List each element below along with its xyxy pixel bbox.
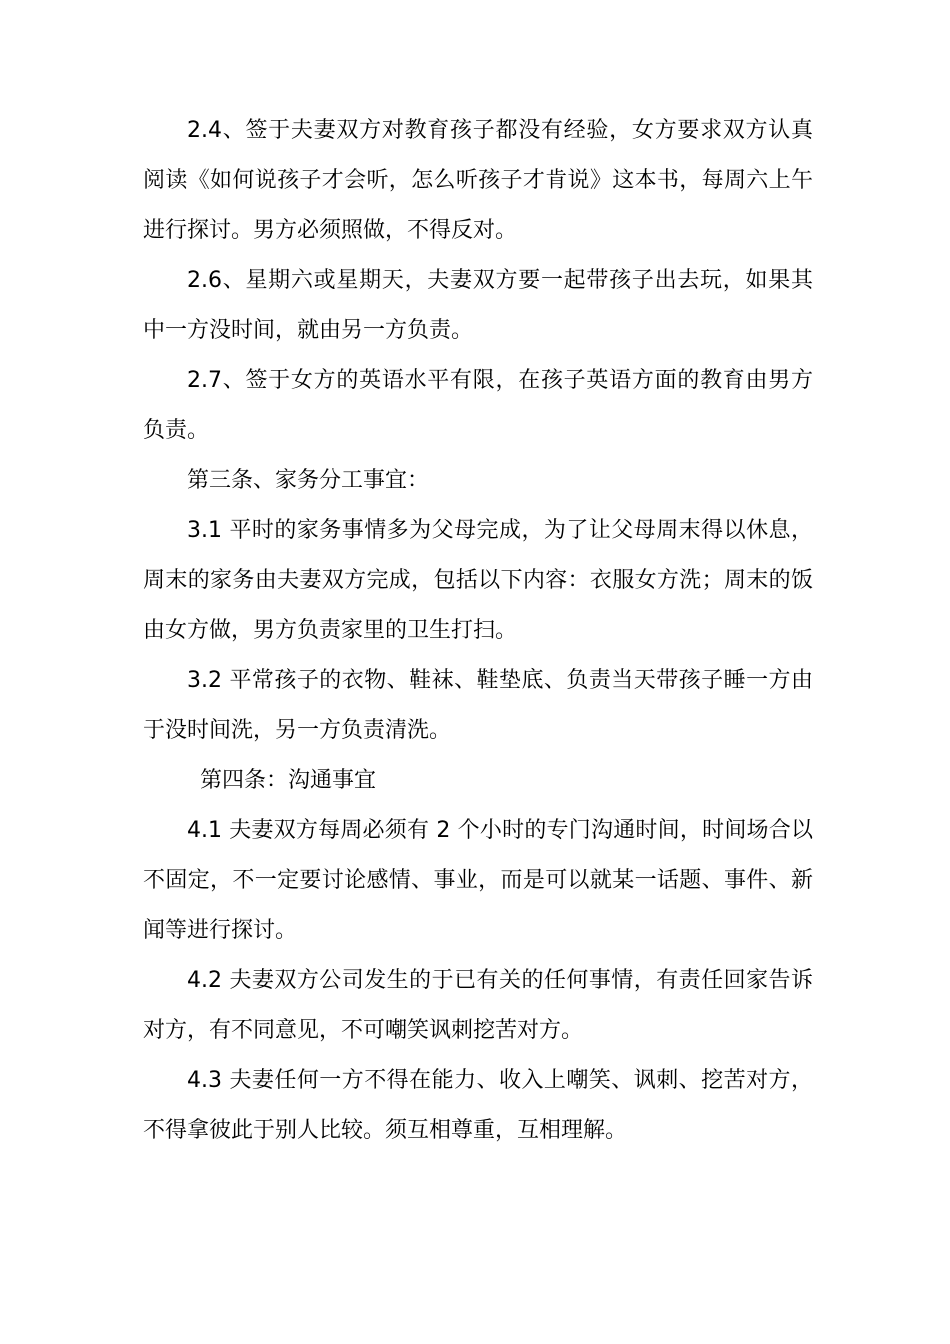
paragraph-2-7: 2.7、签于女方的英语水平有限，在孩子英语方面的教育由男方负责。: [143, 368, 813, 443]
paragraph-2-6: 2.6、星期六或星期天，夫妻双方要一起带孩子出去玩，如果其中一方没时间，就由另一方负责。: [143, 268, 813, 343]
paragraph-3-2: 3.2 平常孩子的衣物、鞋袜、鞋垫底、负责当天带孩子睡一方由于没时间洗，另一方负责清洗。: [143, 668, 813, 743]
section-heading-4: 第四条：沟通事宜: [200, 768, 377, 793]
section-heading-3: 第三条、家务分工事宜：: [187, 468, 430, 493]
paragraph-4-3: 4.3 夫妻任何一方不得在能力、收入上嘲笑、讽刺、挖苦对方，不得拿彼此于别人比较。须互相尊重，互相理解。: [143, 1068, 813, 1143]
paragraph-4-1: 4.1 夫妻双方每周必须有 2 个小时的专门沟通时间，时间场合以不固定，不一定要讨论感情、事业，而是可以就某一话题、事件、新闻等进行探讨。: [143, 818, 813, 943]
paragraph-4-2: 4.2 夫妻双方公司发生的于已有关的任何事情，有责任回家告诉对方，有不同意见，不可嘲笑讽刺挖苦对方。: [143, 968, 813, 1043]
paragraph-2-4: 2.4、签于夫妻双方对教育孩子都没有经验，女方要求双方认真阅读《如何说孩子才会听，怎么听孩子才肯说》这本书，每周六上午进行探讨。男方必须照做，不得反对。: [143, 118, 813, 243]
paragraph-3-1: 3.1 平时的家务事情多为父母完成，为了让父母周末得以休息，周末的家务由夫妻双方完成，包括以下内容：衣服女方洗；周末的饭由女方做，男方负责家里的卫生打扫。: [143, 518, 813, 643]
